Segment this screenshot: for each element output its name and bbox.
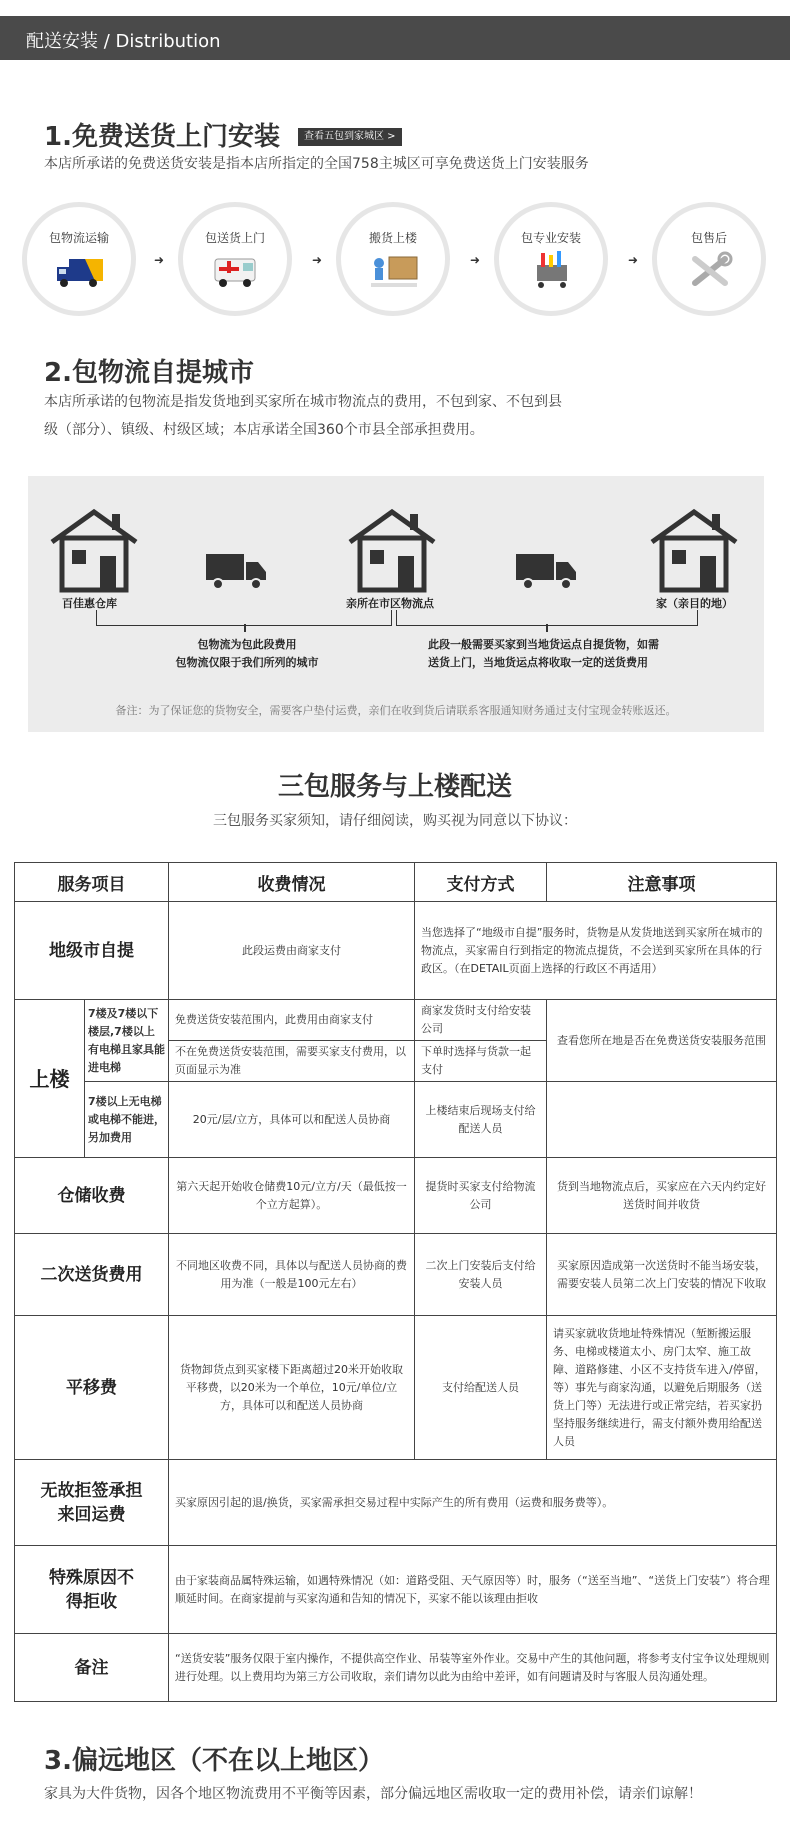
header-pay: 支付方式 (415, 863, 547, 902)
row-item: 仓储收费 (15, 1158, 169, 1234)
row-pay: 上楼结束后现场支付给配送人员 (415, 1082, 547, 1158)
row-pay: 下单时选择与货款一起支付 (415, 1041, 547, 1082)
row-fee: 20元/层/立方，具体可以和配送人员协商 (169, 1082, 415, 1158)
carry-upstairs-icon (369, 251, 419, 291)
row-note: 买家原因造成第一次送货时不能当场安装，需要安装人员第二次上门安装的情况下收取 (547, 1234, 777, 1316)
row-item: 备注 (15, 1634, 169, 1702)
warehouse-house-icon (48, 508, 140, 594)
step-label: 搬货上楼 (368, 231, 417, 245)
row-text: 由于家装商品属特殊运输，如遇特殊情况（如：道路受阻、天气原因等）时，服务（“送至当地”、“送货上门安装”）将合理顺延时间。在商家提前与买家沟通和告知的情况下，买家不能以该理由拒收 (169, 1546, 777, 1634)
row-subitem: 7楼以上无电梯或电梯不能进，另加费用 (85, 1082, 169, 1158)
table-header-row (15, 863, 777, 902)
table-row (15, 1082, 777, 1158)
step-label: 包专业安装 (520, 231, 581, 245)
row-fee: 不同地区收费不同，具体以与配送人员协商的费用为准（一般是100元左右） (169, 1234, 415, 1316)
row-fee: 此段运费由商家支付 (169, 902, 415, 1000)
row-item: 平移费 (15, 1316, 169, 1460)
table-row (15, 1316, 777, 1460)
delivery-van-icon (211, 251, 261, 291)
right-note-line2: 送货上门，当地货运点将收取一定的送货费用 (428, 656, 648, 669)
section2-remark: 备注：为了保证您的货物安全，需要客户垫付运费，亲们在收到货后请联系客服通知财务通过支付宝现金转账返还。 (115, 704, 677, 717)
table-row (15, 1158, 777, 1234)
row-pay: 商家发货时支付给安装公司 (415, 1000, 547, 1041)
row-text: “送货安装”服务仅限于室内操作，不提供高空作业、吊装等室外作业。交易中产生的其他问题，将参考支付宝争议处理规则进行处理。以上费用均为第三方公司收取，亲们请勿以此为由给中差评，如有问题请及时与客服人员沟通处理。 (169, 1634, 777, 1702)
row-item: 二次送货费用 (15, 1234, 169, 1316)
section2-desc-line1: 本店所承诺的包物流是指发货地到买家所在城市物流点的费用，不包到家、不包到县 (44, 394, 562, 410)
node-home: 家（亲目的地） (656, 597, 733, 610)
row-fee: 不在免费送货安装范围，需要买家支付费用，以页面显示为准 (169, 1041, 415, 1082)
right-route-note (428, 636, 659, 672)
left-brace-tip (244, 624, 246, 632)
header-note: 注意事项 (547, 863, 777, 902)
header-item: 服务项目 (15, 863, 169, 902)
row-item: 上楼 (15, 1000, 85, 1158)
step-arrow-icon: ➜ (628, 253, 639, 267)
services-title: 三包服务与上楼配送 (277, 772, 512, 802)
wrench-icon (685, 251, 735, 291)
left-note-line2: 包物流仅限于我们所列的城市 (175, 656, 319, 669)
row-note: 当您选择了“地级市自提”服务时，货物是从发货地送到买家所在城市的物流点，买家需自行到指定的物流点提货，不会送到买家所在具体的行政区。（在DETAIL页面上选择的行政区不再适用） (415, 902, 777, 1000)
right-note-line1: 此段一般需要买家到当地货运点自提货物，如需 (428, 638, 659, 651)
services-subtitle: 三包服务买家须知，请仔细阅读，购买视为同意以下协议： (213, 813, 577, 829)
row-fee: 第六天起开始收仓储费10元/立方/天（最低按一个立方起算）。 (169, 1158, 415, 1234)
row-note: 查看您所在地是否在免费送货安装服务范围 (547, 1000, 777, 1082)
row-pay: 二次上门安装后支付给安装人员 (415, 1234, 547, 1316)
logistics-truck-icon (55, 251, 105, 291)
truck-icon (516, 552, 578, 590)
step-install (494, 202, 608, 316)
header-title: 配送安装 / Distribution (26, 31, 221, 52)
section2-desc-line2: 级（部分）、镇级、村级区域；本店承诺全国360个市县全部承担费用。 (44, 422, 484, 438)
section1-title: 1.免费送货上门安装 (44, 122, 280, 152)
table-row (15, 1546, 777, 1634)
left-note-line1: 包物流为包此段费用 (197, 638, 297, 651)
header-bar (0, 16, 790, 60)
tool-cart-icon (527, 251, 577, 291)
table-row (15, 1234, 777, 1316)
step-aftersale (652, 202, 766, 316)
step-label: 包送货上门 (204, 231, 265, 245)
node-city-depot: 亲所在市区物流点 (346, 597, 434, 610)
right-brace-tip (546, 624, 548, 632)
row-fee: 免费送货安装范围内，此费用由商家支付 (169, 1000, 415, 1041)
row-item: 无故拒签承担来回运费 (15, 1460, 169, 1546)
row-item: 特殊原因不得拒收 (15, 1546, 169, 1634)
row-note (547, 1082, 777, 1158)
row-note: 货到当地物流点后，买家应在六天内约定好送货时间并收货 (547, 1158, 777, 1234)
table-row (15, 1000, 777, 1041)
section1-desc: 本店所承诺的免费送货安装是指本店所指定的全国758主城区可享免费送货上门安装服务 (44, 156, 589, 172)
truck-icon (206, 552, 268, 590)
city-depot-house-icon (346, 508, 438, 594)
left-route-note (162, 636, 332, 672)
step-label: 包售后 (690, 231, 727, 245)
row-item: 地级市自提 (15, 902, 169, 1000)
header-fee: 收费情况 (169, 863, 415, 902)
row-fee: 货物卸货点到买家楼下距离超过20米开始收取平移费，以20米为一个单位，10元/单位/立方，具体可以和配送人员协商 (169, 1316, 415, 1460)
section2-title: 2.包物流自提城市 (44, 358, 254, 388)
row-pay: 提货时买家支付给物流公司 (415, 1158, 547, 1234)
step-arrow-icon: ➜ (312, 253, 323, 267)
view-cities-badge[interactable]: 查看五包到家城区 > (298, 128, 402, 146)
step-upstairs (336, 202, 450, 316)
step-arrow-icon: ➜ (470, 253, 481, 267)
row-note: 请买家就收货地址特殊情况（堑断搬运服务、电梯或楼道太小、房门太窄、施工故障、道路修建、小区不支持货车进入/停留，等）事先与商家沟通，以避免后期服务（送货上门等）无法进行或正常完结，若买家扔坚持服务继续进行，需支付额外费用给配送人员 (547, 1316, 777, 1460)
row-text: 买家原因引起的退/换货，买家需承担交易过程中实际产生的所有费用（运费和服务费等）。 (169, 1460, 777, 1546)
node-warehouse: 百佳惠仓库 (62, 597, 117, 610)
step-delivery (178, 202, 292, 316)
home-house-icon (648, 508, 740, 594)
section3-desc: 家具为大件货物，因各个地区物流费用不平衡等因素，部分偏远地区需收取一定的费用补偿，请亲们谅解！ (44, 1786, 702, 1802)
table-row (15, 1460, 777, 1546)
section3-title: 3.偏远地区（不在以上地区） (44, 1746, 384, 1776)
services-table (14, 862, 777, 1702)
row-subitem: 7楼及7楼以下楼层,7楼以上有电梯且家具能进电梯 (85, 1000, 169, 1082)
table-row (15, 902, 777, 1000)
row-pay: 支付给配送人员 (415, 1316, 547, 1460)
step-logistics (22, 202, 136, 316)
step-arrow-icon: ➜ (154, 253, 165, 267)
step-label: 包物流运输 (48, 231, 109, 245)
table-row (15, 1634, 777, 1702)
